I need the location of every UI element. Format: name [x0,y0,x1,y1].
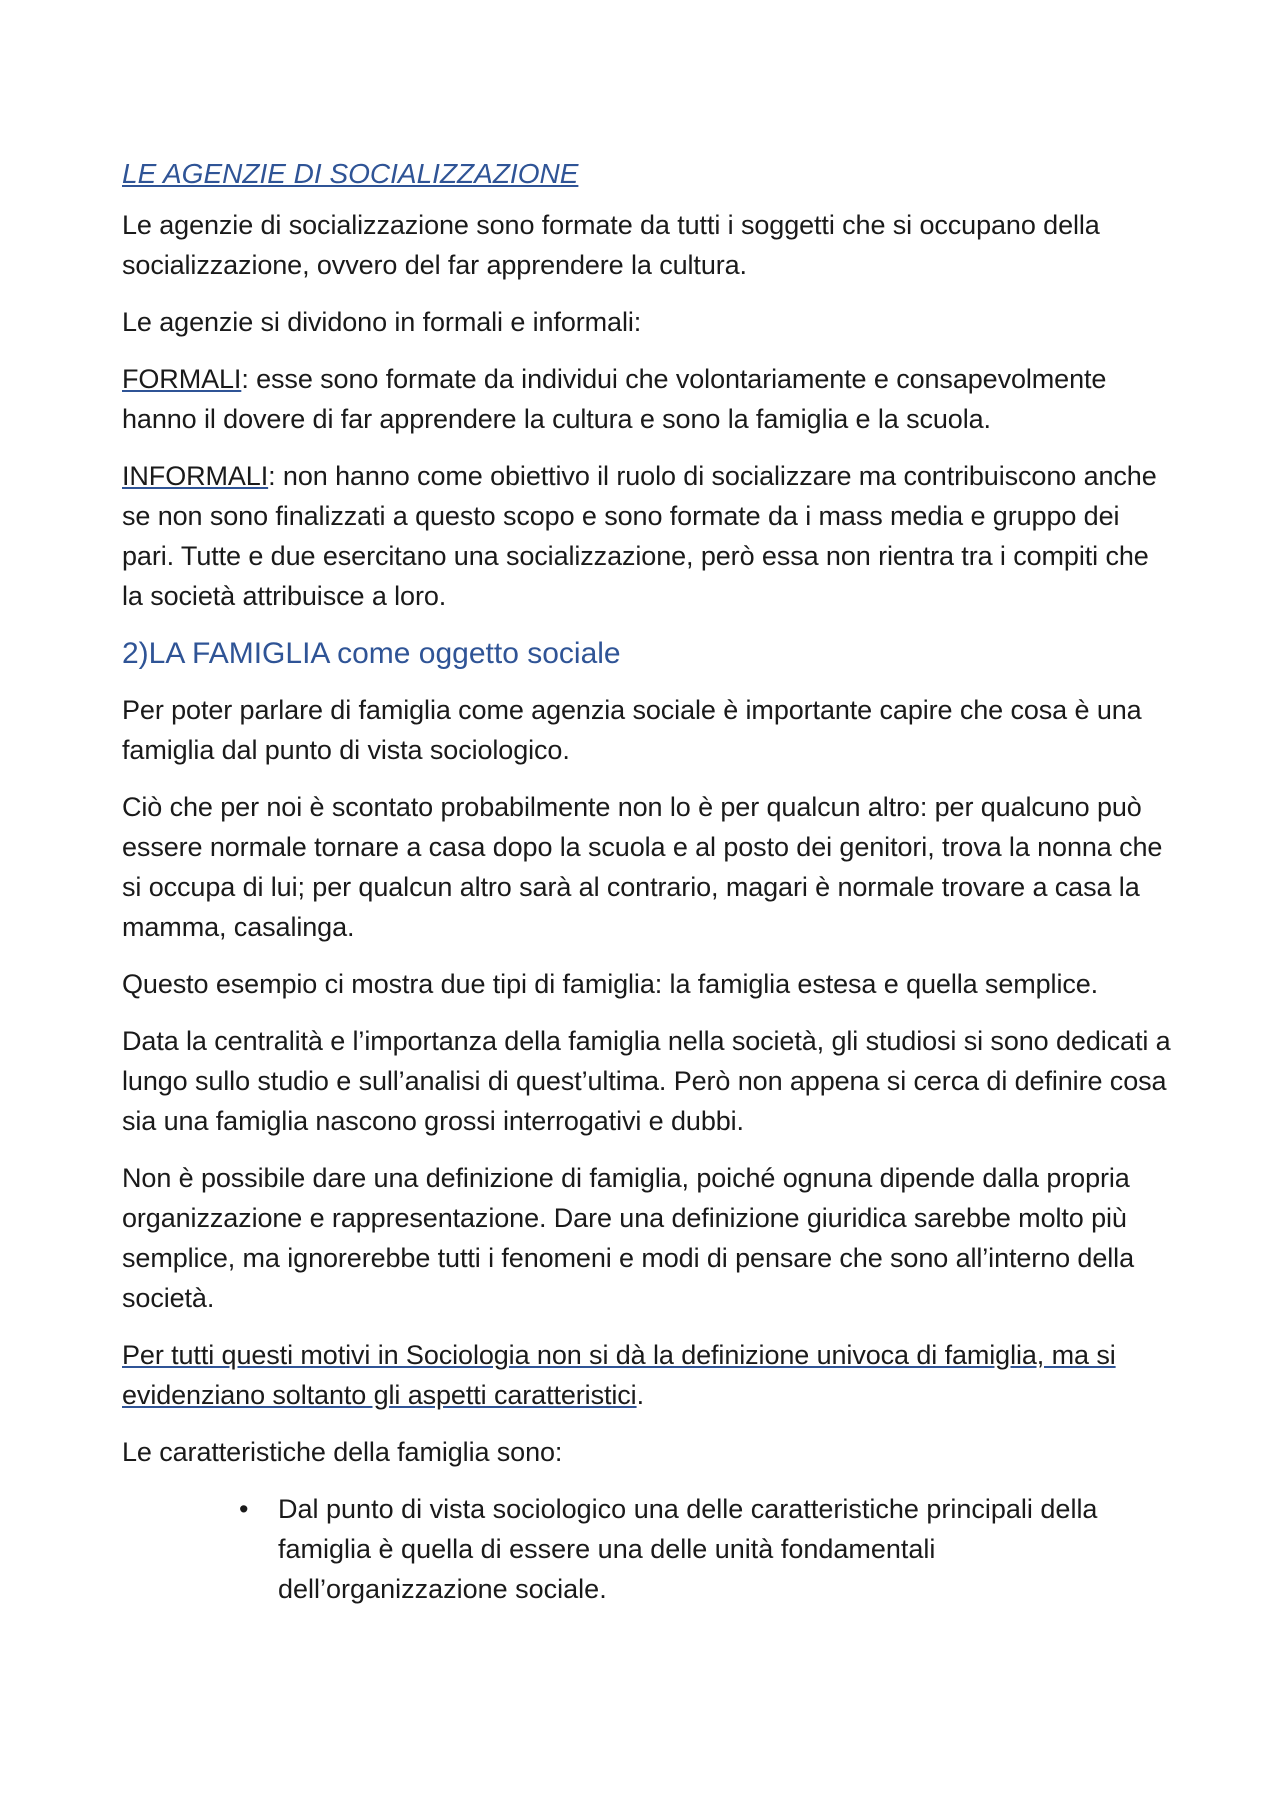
paragraph-example: Ciò che per noi è scontato probabilmente non lo è per qualcun altro: per qualcuno può essere normale tornare a casa dopo la scuola e al posto dei genitori, trova la nonna che si occupa di lui; per qualcun altro sarà al contrario, magari è normale trovare a casa la mamma, casalinga. [122,792,1163,942]
paragraph-family-types: Questo esempio ci mostra due tipi di famiglia: la famiglia estesa e quella semplice. [122,969,1099,999]
paragraph-centrality: Data la centralità e l’importanza della famiglia nella società, gli studiosi si sono dedicati a lungo sullo studio e sull’analisi di quest’ultima. Però non appena si cerca di definire cosa sia una famiglia nascono grossi interrogativi e dubbi. [122,1026,1171,1136]
section-heading-famiglia: 2)LA FAMIGLIA come oggetto sociale [122,637,621,670]
informali-label: INFORMALI [122,461,269,491]
paragraph-definition: Non è possibile dare una definizione di famiglia, poiché ognuna dipende dalla propria organizzazione e rappresentazione. Dare una definizione giuridica sarebbe molto più semplice, ma ignorerebbe tutti i fenomeni e modi di pensare che sono all’interno della società. [122,1163,1134,1313]
paragraph-famiglia-intro: Per poter parlare di famiglia come agenzia sociale è importante capire che cosa è una famiglia dal punto di vista sociologico. [122,695,1142,765]
list-item-text: Dal punto di vista sociologico una delle caratteristiche principali della famiglia è quella di essere una delle unità fondamentali dell’organizzazione sociale. [278,1494,1098,1604]
document-title: LE AGENZIE DI SOCIALIZZAZIONE [122,158,579,189]
paragraph-informali [122,456,1172,616]
list-item [239,1489,1172,1609]
paragraph-intro: Le agenzie di socializzazione sono formate da tutti i soggetti che si occupano della socializzazione, ovvero del far apprendere la cultura. [122,210,1100,280]
bullet-icon: • [239,1494,249,1524]
conclusion-underlined-text: Per tutti questi motivi in Sociologia non si dà la definizione univoca di famiglia, ma si evidenziano soltanto gli aspetti caratteristici [122,1340,1116,1410]
informali-text: : non hanno come obiettivo il ruolo di socializzare ma contribuiscono anche se non sono finalizzati a questo scopo e sono formate da i mass media e gruppo dei pari. Tutte e due esercitano una socializzazione, però essa non rientra tra i compiti che la società attribuisce a loro. [122,461,1157,611]
formali-label: FORMALI [122,364,242,394]
characteristics-list [122,1489,1172,1609]
conclusion-period: . [636,1380,644,1410]
paragraph-characteristics-intro: Le caratteristiche della famiglia sono: [122,1437,563,1467]
paragraph-conclusion [122,1335,1172,1415]
paragraph-division: Le agenzie si dividono in formali e informali: [122,307,642,337]
document-page [122,154,1172,1609]
paragraph-formali [122,359,1172,439]
formali-text: : esse sono formate da individui che volontariamente e consapevolmente hanno il dovere di far apprendere la cultura e sono la famiglia e la scuola. [122,364,1107,434]
